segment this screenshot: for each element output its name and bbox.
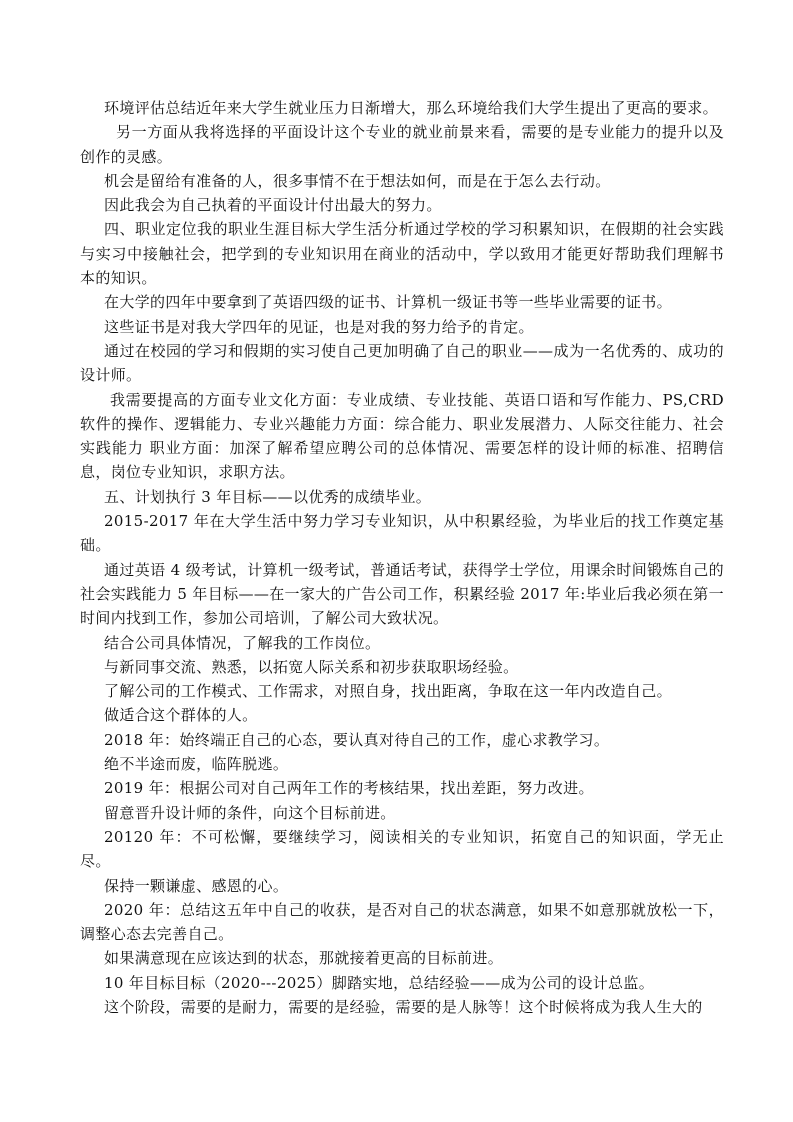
paragraph: 这些证书是对我大学四年的见证，也是对我的努力给予的肯定。 [104, 317, 534, 336]
paragraph: 绝不半途而废，临阵脱逃。 [104, 755, 289, 774]
paragraph: 与新同事交流、熟悉，以拓宽人际关系和初步获取职场经验。 [104, 657, 519, 676]
paragraph: 我需要提高的方面专业文化方面：专业成绩、专业技能、英语口语和写作能力、PS,CRD软件的操作、逻辑能力、专业兴趣能力方面：综合能力、职业发展潜力、人际交往能力、社会实践能力 职业方面：加深了解希望应聘公司的总体情况、需要怎样的设计师的标准、招聘信息，岗位专业知识，求职方法。 [80, 390, 724, 482]
paragraph: 通过在校园的学习和假期的实习使自己更加明确了自己的职业——成为一名优秀的、成功的设计师。 [80, 341, 724, 385]
paragraph: 四、职业定位我的职业生涯目标大学生活分析通过学校的学习积累知识，在假期的社会实践与实习中接触社会，把学到的专业知识用在商业的活动中，学以致用才能更好帮助我们理解书本的知识。 [80, 220, 724, 288]
paragraph: 做适合这个群体的人。 [104, 706, 258, 725]
paragraph: 留意晋升设计师的条件，向这个目标前进。 [104, 803, 396, 822]
paragraph: 如果满意现在应该达到的状态，那就接着更高的目标前进。 [104, 949, 504, 968]
paragraph: 2015-2017 年在大学生活中努力学习专业知识，从中积累经验，为毕业后的找工作奠定基础。 [80, 512, 724, 555]
paragraph: 结合公司具体情况，了解我的工作岗位。 [104, 633, 381, 652]
paragraph: 2020 年：总结这五年中自己的收获，是否对自己的状态满意，如果不如意那就放松一下，调整心态去完善自己。 [80, 900, 724, 944]
paragraph: 另一方面从我将选择的平面设计这个专业的就业前景来看，需要的是专业能力的提升以及创作的灵感。 [80, 123, 724, 166]
paragraph: 环境评估总结近年来大学生就业压力日渐增大，那么环境给我们大学生提出了更高的要求。 [104, 99, 719, 117]
paragraph: 2018 年：始终端正自己的心态，要认真对待自己的工作，虚心求教学习。 [104, 730, 610, 749]
paragraph: 机会是留给有准备的人，很多事情不在于想法如何，而是在于怎么去行动。 [104, 171, 611, 190]
paragraph: 20120 年：不可松懈，要继续学习，阅读相关的专业知识，拓宽自己的知识面，学无止尽。 [80, 827, 724, 871]
paragraph: 了解公司的工作模式、工作需求，对照自身，找出距离，争取在这一年内改造自己。 [104, 682, 672, 701]
paragraph: 保持一颗谦虚、感恩的心。 [104, 876, 289, 895]
paragraph: 在大学的四年中要拿到了英语四级的证书、计算机一级证书等一些毕业需要的证书。 [104, 293, 672, 312]
paragraph: 因此我会为自己执着的平面设计付出最大的努力。 [104, 196, 442, 215]
paragraph: 五、计划执行 3 年目标——以优秀的成绩毕业。 [104, 487, 432, 506]
paragraph: 这个阶段，需要的是耐力，需要的是经验，需要的是人脉等！这个时候将成为我人生大的 [104, 997, 703, 1016]
paragraph: 2019 年：根据公司对自己两年工作的考核结果，找出差距，努力改进。 [104, 779, 594, 798]
paragraph: 通过英语 4 级考试，计算机一级考试，普通话考试，获得学士学位，用课余时间锻炼自己的社会实践能力 5 年目标——在一家大的广告公司工作，积累经验 2017 年:毕业后我必须在第一时间内找到工作，参加公司培训，了解公司大致状况。 [80, 560, 724, 628]
paragraph: 10 年目标目标（2020---2025）脚踏实地，总结经验——成为公司的设计总监。 [104, 973, 655, 992]
document-body [80, 96, 724, 1019]
